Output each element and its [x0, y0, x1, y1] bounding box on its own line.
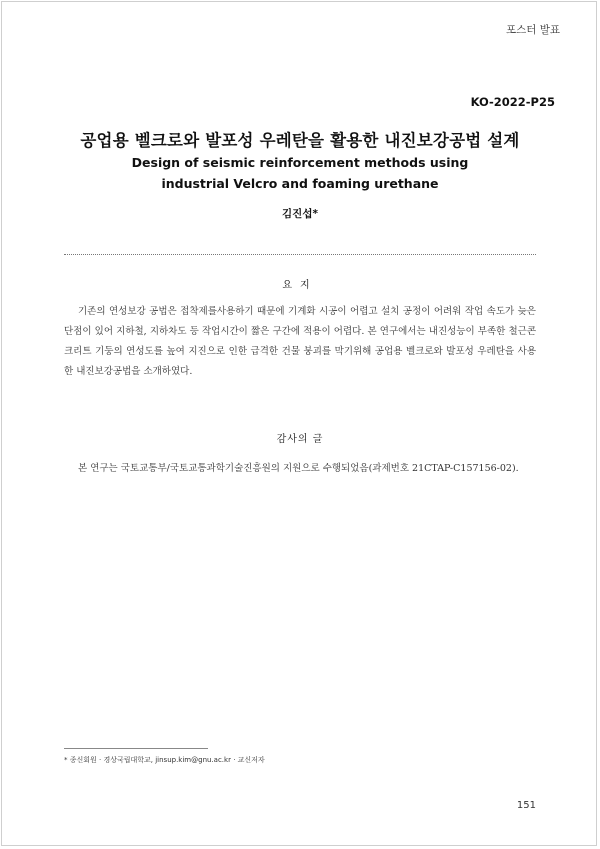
footnote: * 종신회원 · 경상국립대학교, jinsup.kim@gnu.ac.kr · 교신저자 — [64, 756, 265, 764]
acknowledgement-heading: 감사의 글 — [276, 434, 324, 445]
paper-title-english — [0, 152, 600, 194]
paper-code: KO-2022-P25 — [470, 95, 555, 109]
abstract-body: 기존의 연성보강 공법은 접착제를사용하기 때문에 기계화 시공이 어렵고 설치 공정이 어려워 작업 속도가 늦은 단점이 있어 지하철, 지하차도 등 작업시간이 짧은 구간에 적용이 어렵다. 본 연구에서는 내진성능이 부족한 철근콘크리트 기둥의 연성도를 높여 지진으로 인한 급격한 건물 붕괴를 막기위해 공업용 벨크로와 발포성 우레탄을 사용한 내진보강공법을 소개하였다. — [64, 306, 536, 377]
footnote-rule — [64, 748, 208, 749]
paper-title-english-line-1: Design of seismic reinforcement methods using — [131, 155, 469, 170]
section-label: 포스터 발표 — [505, 24, 560, 36]
paper-title-korean: 공업용 벨크로와 발포성 우레탄을 활용한 내진보강공법 설계 — [80, 131, 520, 150]
author-name: 김진섭* — [282, 208, 318, 220]
section-divider — [64, 254, 536, 255]
paper-title-english-line-2: industrial Velcro and foaming urethane — [161, 176, 439, 191]
abstract-heading: 요지 — [282, 280, 318, 291]
acknowledgement-body: 본 연구는 국토교통부/국토교통과학기술진흥원의 지원으로 수행되었음(과제번호 21CTAP-C157156-02). — [78, 463, 519, 474]
page-number: 151 — [516, 800, 536, 811]
